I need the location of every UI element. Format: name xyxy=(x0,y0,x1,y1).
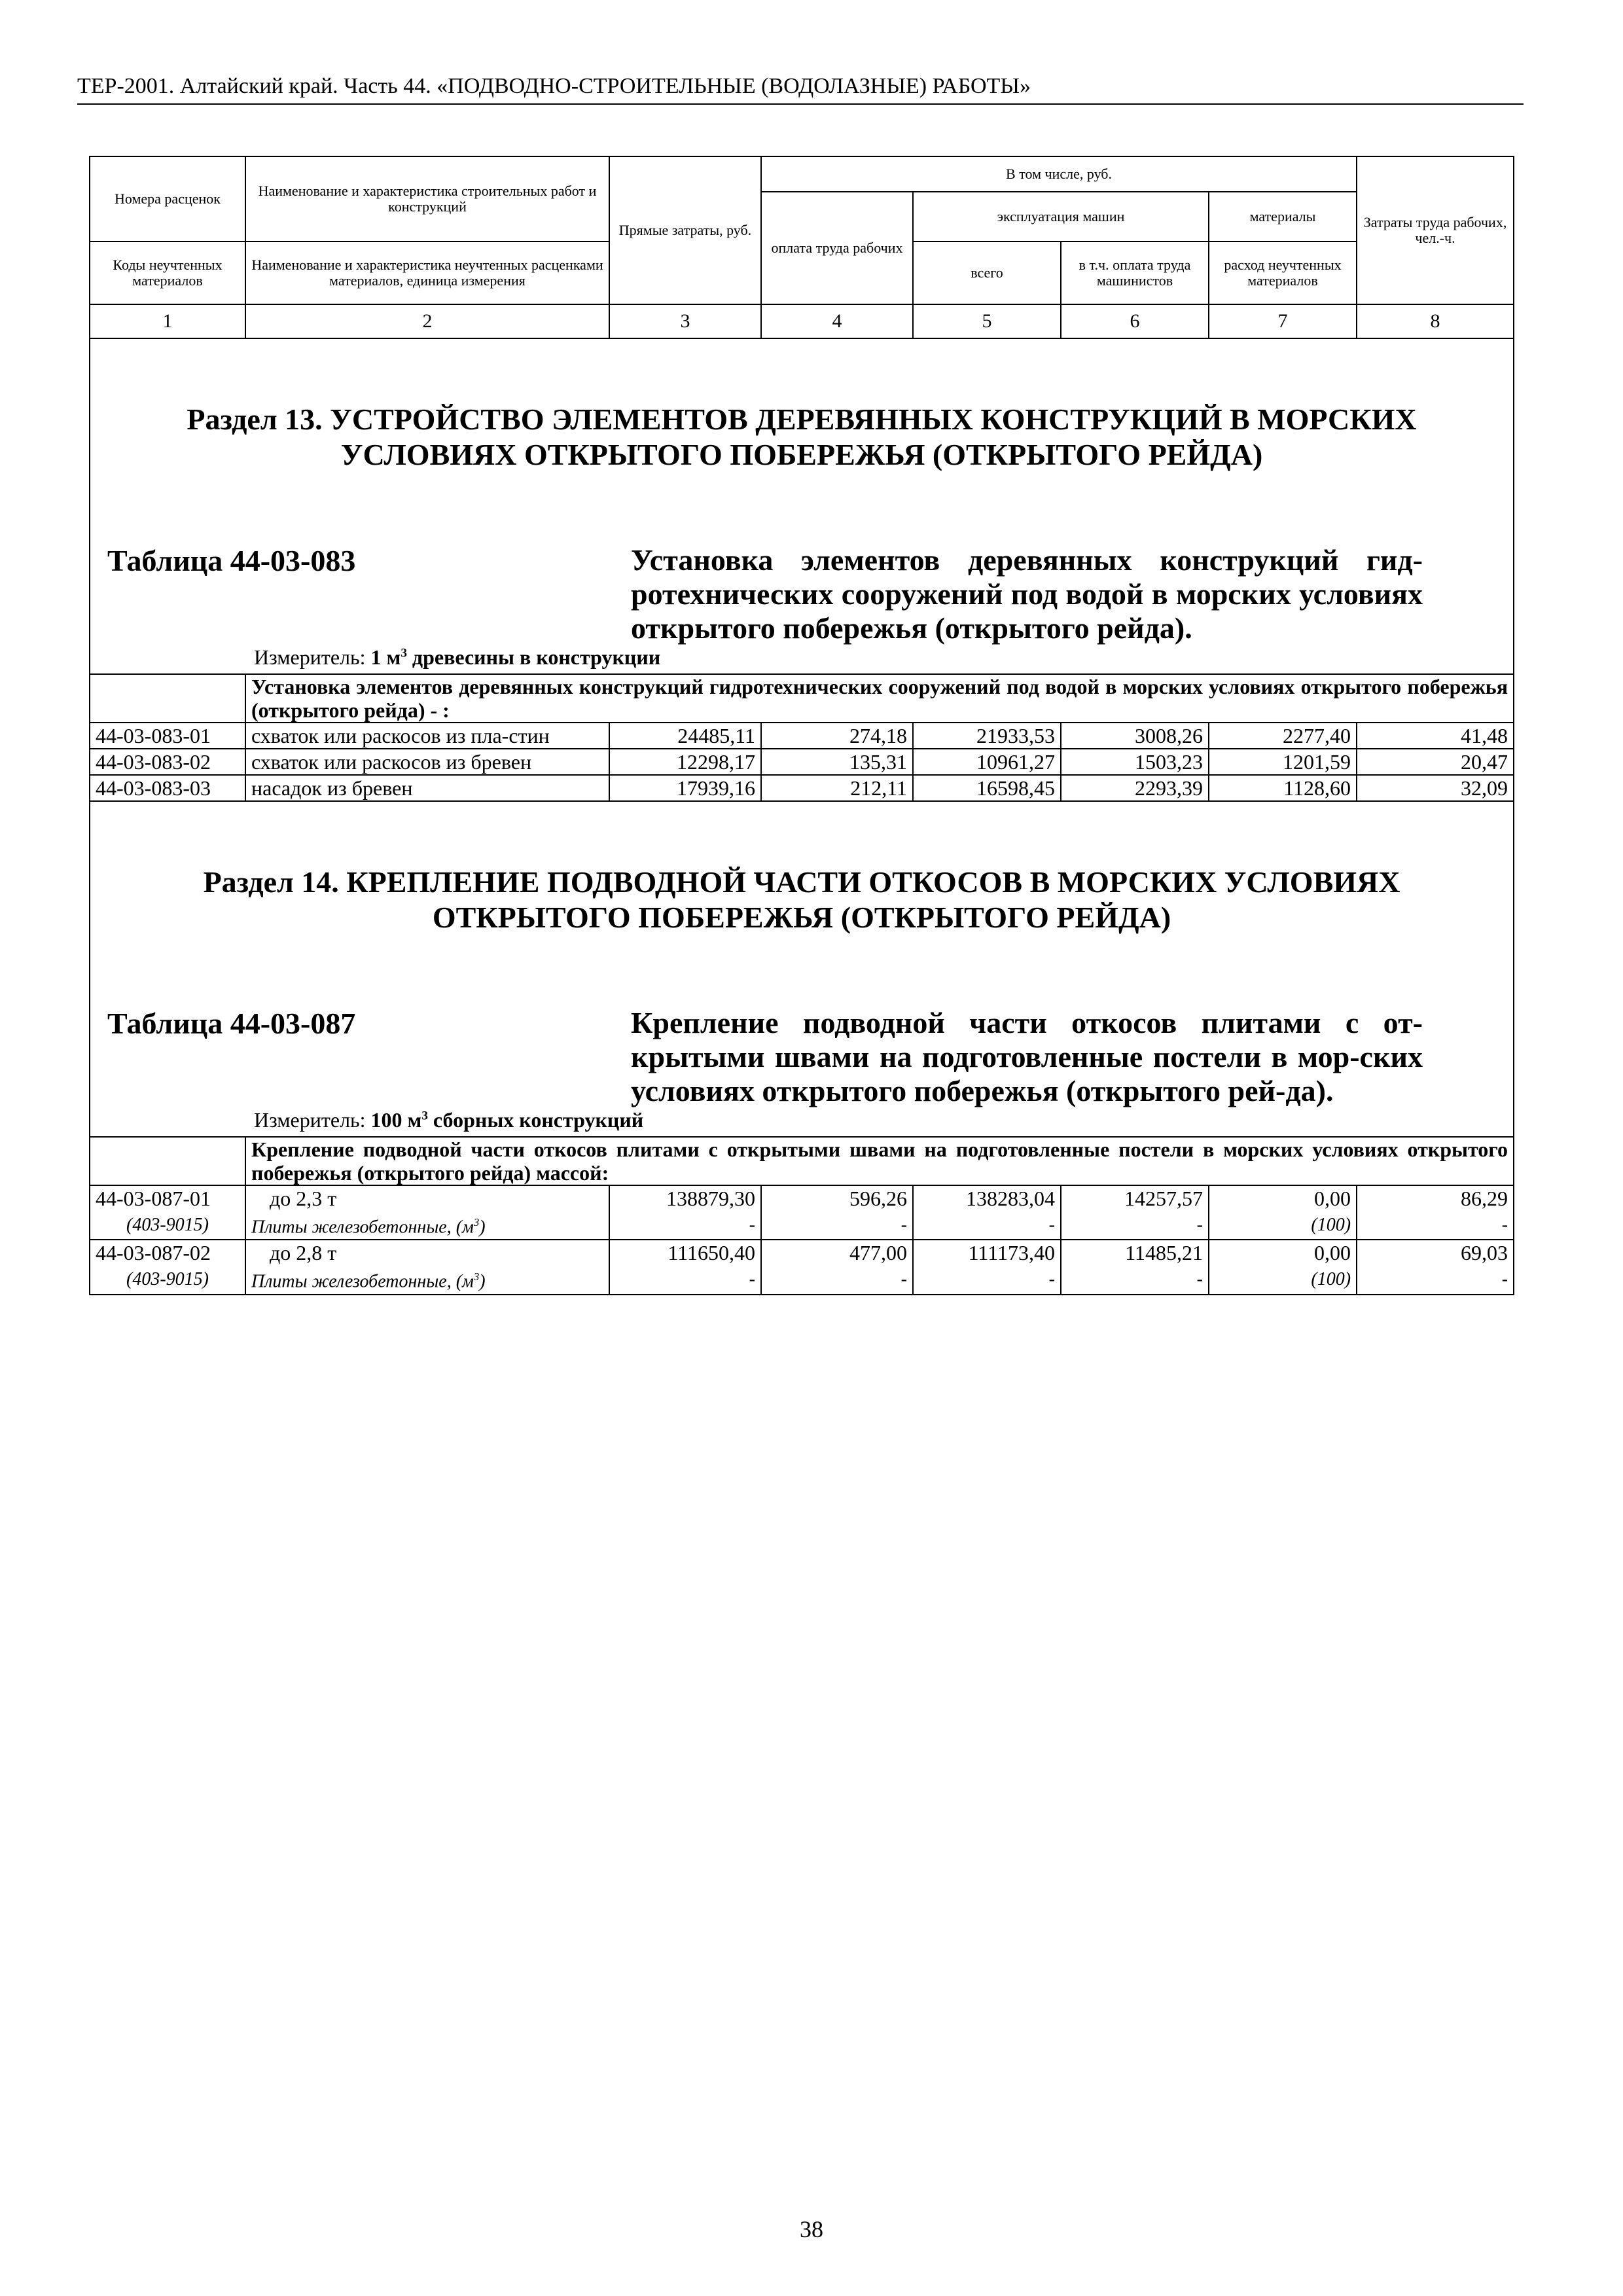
table-row: 44-03-087-02 до 2,8 т 111650,40 477,00 111173,40 11485,21 0,00 69,03 xyxy=(90,1240,1514,1265)
col-header-2-bottom: Наименование и характеристика неучтенных расценками материалов, единица измерения xyxy=(245,242,609,304)
table-row: 44-03-083-03 насадок из бревен 17939,16 212,11 16598,45 2293,39 1128,60 32,09 xyxy=(90,775,1514,801)
col-header-machines: эксплуатация машин xyxy=(913,192,1209,242)
column-number: 1 xyxy=(90,304,245,338)
material-row: (403-9015) Плиты железобетонные, $(м^3)$ - - - - (100) - xyxy=(90,1211,1514,1240)
table-44-03-087-heading xyxy=(90,1006,1513,1108)
group-description: Крепление подводной части откосов плитами с открытыми швами на подготовленные постели в морских условиях открытого побережья (открытого рейда) массой: xyxy=(245,1137,1514,1185)
table-44-03-083-heading xyxy=(90,543,1513,645)
col-header-8: Затраты труда рабочих, чел.-ч. xyxy=(1357,156,1514,304)
col-header-1-top: Номера расценок xyxy=(90,156,245,242)
table-number: Таблица 44-03-083 xyxy=(107,544,356,577)
group-row xyxy=(90,1137,1514,1185)
price-table xyxy=(89,156,1514,1295)
table-header-row xyxy=(90,156,1514,192)
column-number: 6 xyxy=(1061,304,1209,338)
section-13-block xyxy=(90,338,1514,674)
column-number-row xyxy=(90,304,1514,338)
measure-unit: Измеритель: 1 $м^3$ древесины в конструкции xyxy=(254,645,661,669)
material-row: (403-9015) Плиты железобетонные, $(м^3)$ - - - - (100) - xyxy=(90,1265,1514,1294)
section-13-title: Раздел 13. УСТРОЙСТВО ЭЛЕМЕНТОВ ДЕРЕВЯННЫХ КОНСТРУКЦИЙ В МОРСКИХ УСЛОВИЯХ ОТКРЫТОГО ПОБЕРЕЖЬЯ (ОТКРЫТОГО РЕЙДА) xyxy=(187,403,1417,471)
table-description: Установка элементов деревянных конструкций гид-ротехнических сооружений под водой в морских условиях открытого побережья (открытого рейда). xyxy=(631,543,1423,645)
col-header-materials: материалы xyxy=(1209,192,1357,242)
col-header-1-bottom: Коды неучтенных материалов xyxy=(90,242,245,304)
col-header-2-top: Наименование и характеристика строительных работ и конструкций xyxy=(245,156,609,242)
section-14-block xyxy=(90,801,1514,1137)
table-row: 44-03-087-01 до 2,3 т 138879,30 596,26 138283,04 14257,57 0,00 86,29 xyxy=(90,1185,1514,1211)
col-header-group: В том числе, руб. xyxy=(761,156,1357,192)
col-header-4: оплата труда рабочих xyxy=(761,192,913,304)
column-number: 3 xyxy=(609,304,761,338)
column-number: 4 xyxy=(761,304,913,338)
table-row: 44-03-083-02 схваток или раскосов из бревен 12298,17 135,31 10961,27 1503,23 1201,59 20,47 xyxy=(90,749,1514,775)
column-number: 8 xyxy=(1357,304,1514,338)
column-number: 2 xyxy=(245,304,609,338)
table-row: 44-03-083-01 схваток или раскосов из пла-стин 24485,11 274,18 21933,53 3008,26 2277,40 41,48 xyxy=(90,723,1514,749)
page-number: 38 xyxy=(800,2216,823,2242)
measure-unit: Измеритель: 100 $м^3$ сборных конструкций xyxy=(254,1108,644,1132)
group-description: Установка элементов деревянных конструкций гидротехнических сооружений под водой в морских условиях открытого побережья (открытого рейда) - : xyxy=(245,674,1514,723)
table-number: Таблица 44-03-087 xyxy=(107,1007,356,1040)
page-header: ТЕР-2001. Алтайский край. Часть 44. «ПОДВОДНО-СТРОИТЕЛЬНЫЕ (ВОДОЛАЗНЫЕ) РАБОТЫ» xyxy=(77,73,1524,105)
section-14-title: Раздел 14. КРЕПЛЕНИЕ ПОДВОДНОЙ ЧАСТИ ОТКОСОВ В МОРСКИХ УСЛОВИЯХ ОТКРЫТОГО ПОБЕРЕЖЬЯ (ОТКРЫТОГО РЕЙДА) xyxy=(203,865,1400,934)
group-row xyxy=(90,674,1514,723)
col-header-7: расход неучтенных материалов xyxy=(1209,242,1357,304)
col-header-3: Прямые затраты, руб. xyxy=(609,156,761,304)
column-number: 7 xyxy=(1209,304,1357,338)
col-header-5: всего xyxy=(913,242,1061,304)
table-description: Крепление подводной части откосов плитами с от-крытыми швами на подготовленные постели в мор-ских условиях открытого побережья (открытого рей-да). xyxy=(631,1006,1423,1107)
col-header-6: в т.ч. оплата труда машинистов xyxy=(1061,242,1209,304)
column-number: 5 xyxy=(913,304,1061,338)
